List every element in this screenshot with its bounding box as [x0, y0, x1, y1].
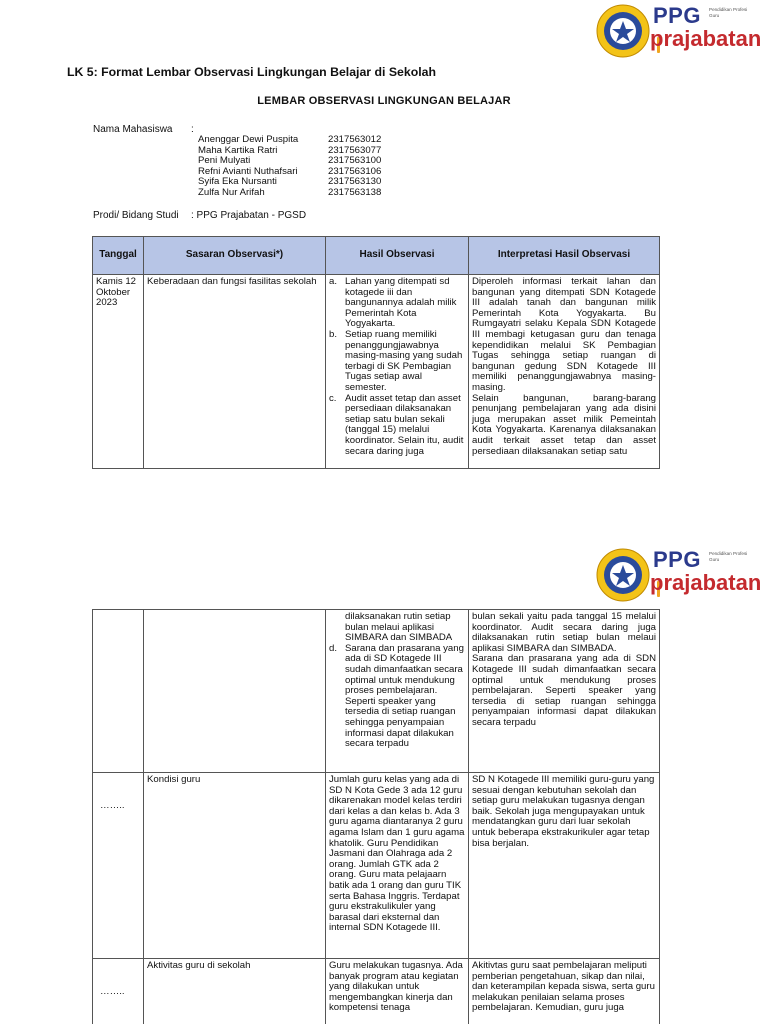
cell-result [326, 275, 469, 469]
student-nim: 2317563100 [328, 155, 382, 166]
table-row [93, 610, 660, 773]
header-hasil: Hasil Observasi [326, 237, 469, 275]
table-header-row [93, 237, 660, 275]
brand-prajabatan: prajabatan [650, 570, 762, 595]
brand-tagline: Pendidikan Profesi Guru [709, 551, 748, 562]
result-list [329, 644, 465, 750]
cell-interpretation: SD N Kotagede III memiliki guru-guru yang sesuai dengan kebutuhan sekolah dan setiap guru melakukan tugasnya dengan baik. Sekolah juga mengupayakan untuk mendatangkan guru dari luar sekolah untuk beberapa ekstrakurikuler agar tetap bisa berjalan. [469, 773, 660, 959]
student-row [198, 188, 381, 199]
student-nim: 2317563130 [328, 176, 382, 187]
university-seal-icon [596, 548, 650, 602]
brand-ppg: PPG [653, 3, 701, 28]
paragraph: Selain bangunan, barang-barang penunjang pembelajaran yang ada disini juga merupakan asset milik Pemeintah Kota Yogyakarta. Karenanya dilaksanakan audit terkait asset tetap dan asset persediaan dilaksanakan setiap satu [472, 392, 656, 457]
student-name: Refni Avianti Nuthafsari [198, 165, 298, 177]
list-item [329, 277, 465, 330]
university-seal-icon [596, 4, 650, 58]
cell-date: Kamis 12 Oktober 2023 [93, 275, 144, 469]
cell-date [93, 773, 144, 959]
paragraph: Sarana dan prasarana yang ada di SDN Kotagede III sudah dimanfaatkan secara optimal untuk mendukung proses pembelajaran. Seperti speaker yang tersedia di setiap ruangan sehingga penyampaian informasi dapat dilakukan secara terpadu [472, 653, 656, 728]
header-sasaran: Sasaran Observasi*) [144, 237, 326, 275]
cell-result: Jumlah guru kelas yang ada di SD N Kota Gede 3 ada 12 guru dikarenakan model kelas terdiri dari kelas a dan kelas b. Ada 3 guru agama diantaranya 2 guru agama Islam dan 1 guru agama khatolik. Guru Pendidikan Jasmani dan Olahraga ada 2 orang. Jumlah GTK ada 2 orang. Guru mata pelajaarn batik ada 1 orang dan guru TIK serta Bahasa Inggris. Terdapat guru ekstrakulikuler yang barasal dari eksternal dan internal SDN Kotagede III. [326, 773, 469, 959]
student-nim: 2317563138 [328, 186, 382, 198]
list-text: Setiap ruang memiliki penanggungjawabnya masing-masing yang sudah terbagi di SK Pembagian Tugas setiap awal semester. [345, 328, 463, 393]
student-name: Syifa Eka Nursanti [198, 176, 277, 187]
paragraph: Diperoleh informasi terkait lahan dan bangunan yang ditempati SDN Kotagede III adalah tanah dan bangunan milik Pemerintah Kota Yogyakarta. Bu Rumgayatri selaku Kepala SDN Kotagede III membagi ketugasan guru dan tenaga kependidikan melalui SK Pembagian Tugas sehingga setiap ruangan di bangunan gedung SDN Kotagede III memiliki penanggungjawabnya masing-masing. [472, 276, 656, 393]
list-text: Sarana dan prasarana yang ada di SD Kotagede III sudah dimanfaatkan secara optimal untuk mendukung proses pembelajaran. Seperti speaker yang tersedia di setiap ruangan sehingga penyampaian informasi dapat dilakukan secara terpadu [345, 642, 464, 750]
student-nim: 2317563106 [328, 165, 382, 177]
cell-interpretation [469, 610, 660, 773]
table-continuation-clip [92, 609, 692, 1024]
brand-prajabatan: prajabatan [650, 26, 762, 51]
cell-result: Guru melakukan tugasnya. Ada banyak program atau kegiatan yang dilakukan untuk mengembangkan kinerja dan kompetensi tenaga [326, 959, 469, 1024]
header-tanggal: Tanggal [93, 237, 144, 275]
list-marker: d. [329, 642, 338, 654]
student-nim: 2317563012 [328, 134, 382, 145]
student-row [198, 177, 381, 188]
cell-target: Keberadaan dan fungsi fasilitas sekolah [144, 275, 326, 469]
cell-interpretation: Akitivtas guru saat pembelajaran meliputi pemberian pengetahuan, sikap dan nilai, dan keterampilan kepada siswa, serta guru melakukan penilaian selama proses pembelajaran. Kemudian, guru juga [469, 959, 660, 1024]
cell-result [326, 610, 469, 773]
student-list [198, 135, 381, 198]
paragraph: bulan sekali yaitu pada tanggal 15 melalui koordinator. Audit secara daring juga dilaksanakan rutin setiap bulan melaui aplikasi SIMBARA dan SIMBADA. [472, 611, 656, 654]
list-marker: a. [329, 276, 338, 287]
ppg-prajabatan-logo [596, 2, 768, 60]
table-row [93, 773, 660, 959]
student-nim: 2317563077 [328, 144, 382, 156]
table-row [93, 275, 660, 469]
date-placeholder: …….. [100, 986, 125, 997]
brand-tagline: Pendidikan Profesi Guru [709, 7, 748, 18]
student-name: Maha Kartika Ratri [198, 144, 278, 156]
student-name: Zulfa Nur Arifah [198, 186, 265, 198]
list-text: Audit asset tetap dan asset persediaan dilaksanakan setiap satu bulan sekali (tanggal 15) melalui koordinator. Selain itu, audit secara daring juga [345, 392, 464, 457]
cell-target: Kondisi guru [144, 773, 326, 959]
student-row [198, 156, 381, 167]
worksheet-heading: LK 5: Format Lembar Observasi Lingkungan Belajar di Sekolah [67, 65, 437, 79]
cell-target: Aktivitas guru di sekolah [144, 959, 326, 1024]
student-colon: : [191, 124, 194, 135]
observation-table [92, 236, 660, 469]
cell-interpretation [469, 275, 660, 469]
prodi-label: Prodi/ Bidang Studi [93, 210, 179, 221]
header-interpretasi: Interpretasi Hasil Observasi [469, 237, 660, 275]
brand-ppg: PPG [653, 547, 701, 572]
student-row [198, 135, 381, 146]
observation-table-continued [92, 609, 660, 1024]
document-title: LEMBAR OBSERVASI LINGKUNGAN BELAJAR [257, 95, 511, 107]
list-text: Lahan yang ditempati sd kotagede iii dan bangunannya adalah milik Pemerintah Kota Yogyakarta. [345, 276, 457, 330]
list-marker: b. [329, 328, 338, 340]
list-item [329, 330, 465, 394]
list-marker: c. [329, 392, 337, 404]
table-row [93, 959, 660, 1024]
date-placeholder: …….. [100, 800, 125, 811]
cell-date [93, 610, 144, 773]
prodi-value: : PPG Prajabatan - PGSD [191, 210, 307, 221]
list-item [329, 394, 465, 458]
student-label: Nama Mahasiswa [93, 124, 173, 135]
ppg-prajabatan-logo [596, 546, 768, 604]
result-continued: dilaksanakan rutin setiap bulan melaui aplikasi SIMBARA dan SIMBADA [345, 611, 453, 644]
list-item [329, 644, 465, 750]
student-name: Anenggar Dewi Puspita [198, 134, 299, 145]
student-name: Peni Mulyati [198, 155, 251, 166]
result-list [329, 277, 465, 457]
cell-date [93, 959, 144, 1024]
cell-target [144, 610, 326, 773]
